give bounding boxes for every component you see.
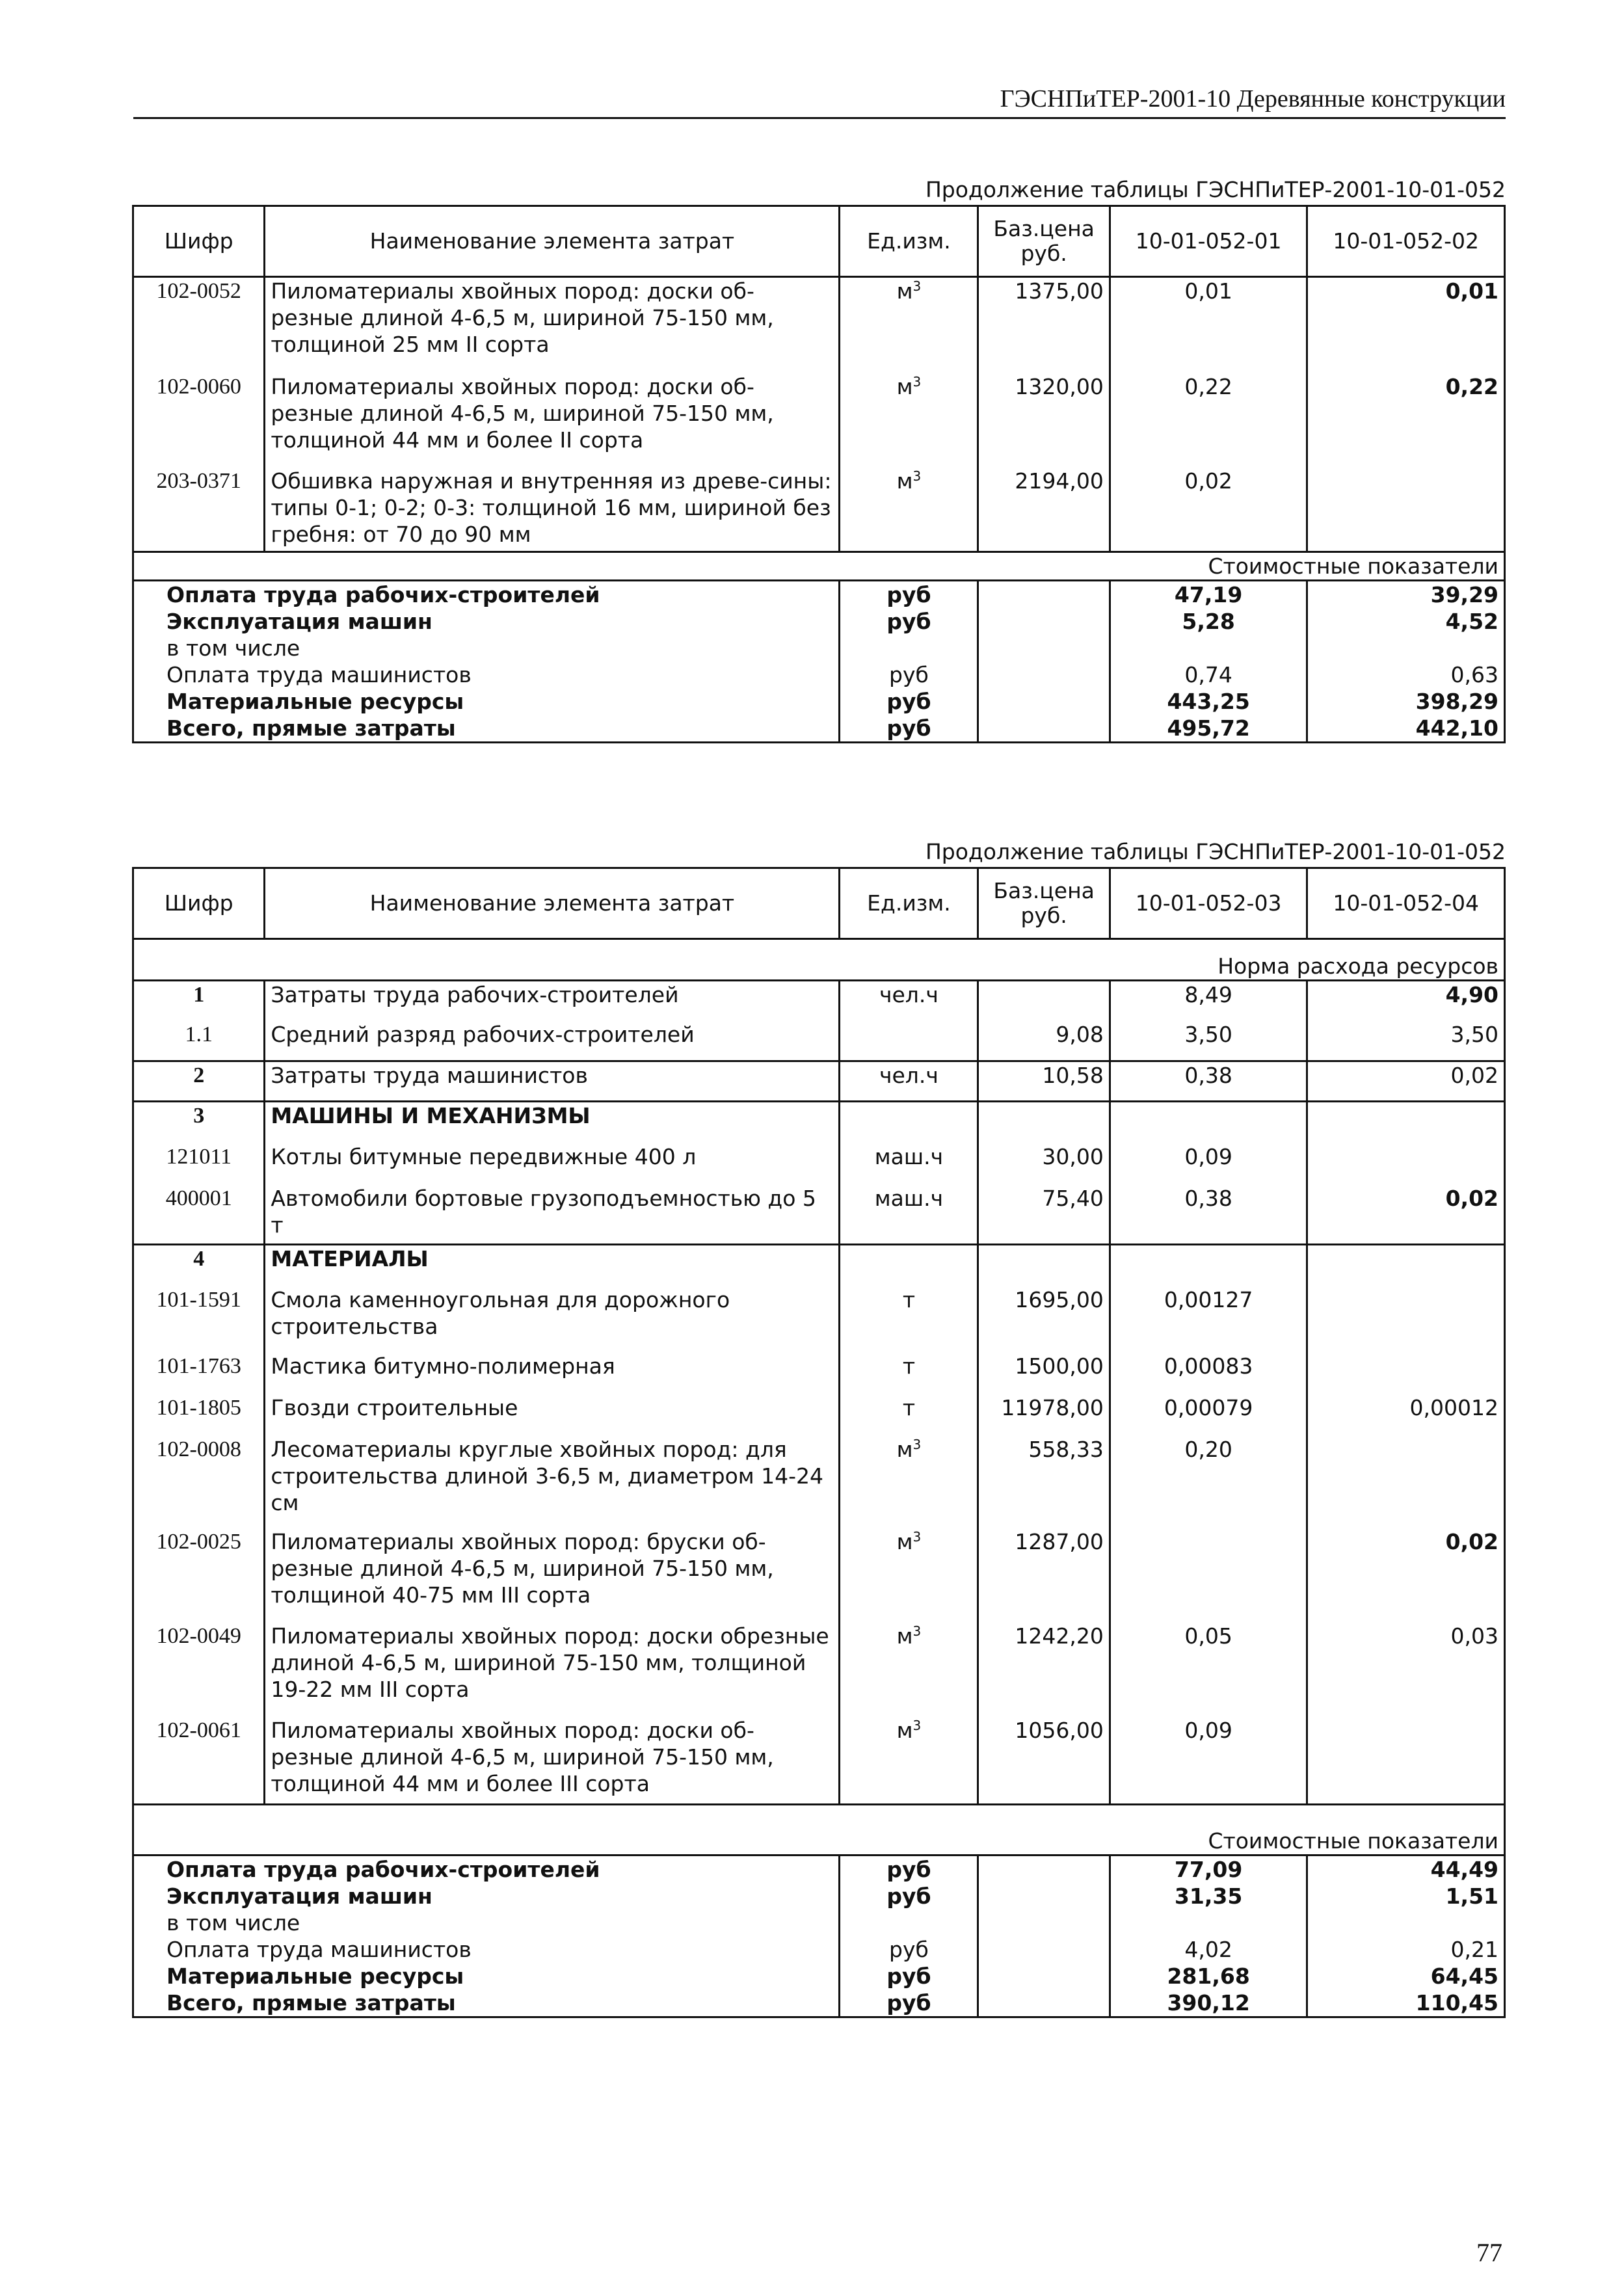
cost-v1: 31,35 [1110, 1883, 1307, 1909]
cost-v2: 398,29 [1415, 689, 1498, 714]
row-unit: $м^3$ [840, 468, 978, 552]
row-code: 1 [133, 981, 265, 1021]
row-unit: $м^3$ [840, 277, 978, 373]
row-v2 [1307, 1102, 1505, 1143]
row-v1 [1110, 1245, 1307, 1286]
row-name: Средний разряд рабочих-строителей [265, 1021, 840, 1061]
cost-row [133, 1936, 1505, 1963]
row-price: 1695,00 [978, 1286, 1110, 1353]
cost-unit: руб [840, 661, 978, 688]
row-code: 102-0052 [133, 277, 265, 373]
row-price: 2194,00 [978, 468, 1110, 552]
row-name: Лесоматериалы круглые хвойных пород: для строительства длиной 3-6,5 м, диаметром 14-24 см [265, 1436, 840, 1528]
cost-row [133, 688, 1505, 715]
table-row [133, 468, 1505, 552]
row-code: 3 [133, 1102, 265, 1143]
table-row [133, 1245, 1505, 1286]
row-code: 400001 [133, 1185, 265, 1245]
row-price: 1320,00 [978, 373, 1110, 468]
cost-v2: 64,45 [1430, 1963, 1498, 1989]
table-1 [132, 205, 1506, 743]
row-name: Смола каменноугольная для дорожного строительства [265, 1286, 840, 1353]
row-unit: $м^3$ [840, 373, 978, 468]
cost-header: Стоимостные показатели [133, 552, 1505, 581]
row-name: Гвозди строительные [265, 1394, 840, 1436]
cost-row [133, 1963, 1505, 1989]
cost-price [978, 1883, 1110, 1909]
cost-unit: руб [840, 1989, 978, 2017]
cost-label: в том числе [133, 1909, 840, 1936]
cost-unit: руб [840, 688, 978, 715]
row-v2 [1307, 1245, 1505, 1286]
cost-label: в том числе [133, 635, 840, 661]
row-name: Пиломатериалы хвойных пород: доски об-резные длиной 4-6,5 м, шириной 75-150 мм, толщиной 44 мм и более II сорта [265, 373, 840, 468]
table-row [133, 1528, 1505, 1623]
row-v1: 3,50 [1110, 1021, 1307, 1061]
cost-unit [840, 1909, 978, 1936]
row-code: 102-0025 [133, 1528, 265, 1623]
row-v1: 8,49 [1110, 981, 1307, 1021]
cost-price [978, 1936, 1110, 1963]
cost-row [133, 608, 1505, 635]
row-v2: 0,02 [1307, 1061, 1505, 1102]
row-price: 1056,00 [978, 1717, 1110, 1805]
row-v1: 0,05 [1110, 1623, 1307, 1717]
cost-v2: 0,63 [1450, 662, 1498, 687]
cost-label: Всего, прямые затраты [133, 715, 840, 743]
cost-row [133, 1883, 1505, 1909]
table-row [133, 1394, 1505, 1436]
row-price: 1287,00 [978, 1528, 1110, 1623]
row-price: 1500,00 [978, 1353, 1110, 1394]
col-header-v1: 10-01-052-03 [1110, 868, 1307, 939]
cost-price [978, 688, 1110, 715]
row-unit: $м^3$ [840, 1717, 978, 1805]
row-v1: 0,38 [1110, 1061, 1307, 1102]
cost-v2: 4,52 [1445, 609, 1498, 634]
row-name: Пиломатериалы хвойных пород: бруски об-резные длиной 4-6,5 м, шириной 75-150 мм, толщиной 40-75 мм III сорта [265, 1528, 840, 1623]
cost-price [978, 1856, 1110, 1883]
col-header-code: Шифр [133, 206, 265, 277]
row-v1: 0,00127 [1110, 1286, 1307, 1353]
row-v2 [1307, 1353, 1505, 1394]
cost-price [978, 608, 1110, 635]
row-code: 2 [133, 1061, 265, 1102]
cost-label: Материальные ресурсы [133, 688, 840, 715]
row-name: Пиломатериалы хвойных пород: доски об-резные длиной 4-6,5 м, шириной 75-150 мм, толщиной 25 мм II сорта [265, 277, 840, 373]
cost-v1: 0,74 [1110, 661, 1307, 688]
table-row [133, 1286, 1505, 1353]
row-name: Пиломатериалы хвойных пород: доски об-резные длиной 4-6,5 м, шириной 75-150 мм, толщиной 44 мм и более III сорта [265, 1717, 840, 1805]
cost-v2: 0,21 [1450, 1937, 1498, 1962]
cost-price [978, 661, 1110, 688]
cost-price [978, 1963, 1110, 1989]
cost-v1: 281,68 [1110, 1963, 1307, 1989]
row-unit [840, 1021, 978, 1061]
page-header-title: ГЭСНПиТЕР-2001-10 Деревянные конструкции [1000, 85, 1506, 113]
table-row [133, 1623, 1505, 1717]
section-title: МАШИНЫ И МЕХАНИЗМЫ [265, 1102, 840, 1143]
row-v2: 4,90 [1445, 982, 1498, 1007]
row-code: 1.1 [133, 1021, 265, 1061]
cost-label: Оплата труда рабочих-строителей [133, 581, 840, 609]
cost-unit: руб [840, 608, 978, 635]
row-v1: 0,01 [1110, 277, 1307, 373]
row-unit [840, 1245, 978, 1286]
row-unit: чел.ч [840, 981, 978, 1021]
cost-v1: 5,28 [1110, 608, 1307, 635]
cost-label: Эксплуатация машин [133, 1883, 840, 1909]
row-price: 9,08 [978, 1021, 1110, 1061]
row-v1: 0,20 [1110, 1436, 1307, 1528]
cost-unit: руб [840, 715, 978, 743]
cost-v2: 442,10 [1415, 715, 1498, 741]
cost-v1 [1110, 1909, 1307, 1936]
row-v2: 0,02 [1445, 1185, 1498, 1211]
cost-label: Оплата труда машинистов [133, 661, 840, 688]
cost-v1: 4,02 [1110, 1936, 1307, 1963]
norm-header: Норма расхода ресурсов [133, 939, 1505, 981]
row-v2: 0,01 [1445, 278, 1498, 304]
col-header-name: Наименование элемента затрат [265, 868, 840, 939]
row-v2: 0,03 [1450, 1623, 1498, 1649]
col-header-name: Наименование элемента затрат [265, 206, 840, 277]
col-header-unit: Ед.изм. [840, 206, 978, 277]
cost-v1: 47,19 [1110, 581, 1307, 609]
table-row [133, 1436, 1505, 1528]
table2-caption: Продолжение таблицы ГЭСНПиТЕР-2001-10-01-052 [925, 839, 1506, 864]
row-code: 102-0008 [133, 1436, 265, 1528]
cost-row [133, 635, 1505, 661]
row-v1: 0,09 [1110, 1143, 1307, 1185]
col-header-v2: 10-01-052-04 [1307, 868, 1505, 939]
table2-header-row [133, 868, 1505, 939]
row-price [978, 1245, 1110, 1286]
norm-header-row [133, 939, 1505, 981]
table-row [133, 1021, 1505, 1061]
row-code: 101-1591 [133, 1286, 265, 1353]
row-v2 [1307, 468, 1505, 552]
row-price: 1242,20 [978, 1623, 1110, 1717]
cost-unit: руб [840, 581, 978, 609]
cost-price [978, 1989, 1110, 2017]
row-unit: т [840, 1286, 978, 1353]
row-code: 102-0049 [133, 1623, 265, 1717]
row-unit: $м^3$ [840, 1528, 978, 1623]
row-v1: 0,22 [1110, 373, 1307, 468]
row-v2 [1307, 1717, 1505, 1805]
cost-v1: 443,25 [1110, 688, 1307, 715]
cost-unit: руб [840, 1936, 978, 1963]
row-unit: $м^3$ [840, 1623, 978, 1717]
row-unit: т [840, 1394, 978, 1436]
row-price [978, 1102, 1110, 1143]
row-v1: 0,02 [1110, 468, 1307, 552]
cost-v1: 495,72 [1110, 715, 1307, 743]
row-code: 121011 [133, 1143, 265, 1185]
cost-unit: руб [840, 1883, 978, 1909]
col-header-price: Баз.цена руб. [978, 868, 1110, 939]
cost-row [133, 715, 1505, 743]
table-row [133, 373, 1505, 468]
row-v2 [1307, 1286, 1505, 1353]
page-header [133, 83, 1506, 119]
cost-row [133, 1989, 1505, 2017]
row-name: Котлы битумные передвижные 400 л [265, 1143, 840, 1185]
row-unit: чел.ч [840, 1061, 978, 1102]
row-v1: 0,09 [1110, 1717, 1307, 1805]
row-name: Обшивка наружная и внутренняя из древе-сины: типы 0-1; 0-2; 0-3: толщиной 16 мм, шириной без гребня: от 70 до 90 мм [265, 468, 840, 552]
row-v2: 0,22 [1445, 373, 1498, 399]
row-price: 75,40 [978, 1185, 1110, 1245]
table1-header-row [133, 206, 1505, 277]
table-row [133, 981, 1505, 1021]
row-price: 1375,00 [978, 277, 1110, 373]
col-header-v2: 10-01-052-02 [1307, 206, 1505, 277]
cost-v1 [1110, 635, 1307, 661]
cost-unit: руб [840, 1856, 978, 1883]
row-code: 4 [133, 1245, 265, 1286]
table-row [133, 1102, 1505, 1143]
row-v2 [1307, 1143, 1505, 1185]
cost-label: Оплата труда рабочих-строителей [133, 1856, 840, 1883]
cost-row [133, 1909, 1505, 1936]
row-v2: 0,02 [1445, 1528, 1498, 1554]
cost-price [978, 715, 1110, 743]
cost-header: Стоимостные показатели [133, 1805, 1505, 1856]
col-header-v1: 10-01-052-01 [1110, 206, 1307, 277]
row-price: 11978,00 [978, 1394, 1110, 1436]
row-unit [840, 1102, 978, 1143]
row-code: 101-1763 [133, 1353, 265, 1394]
cost-header-row [133, 552, 1505, 581]
cost-v1: 390,12 [1110, 1989, 1307, 2017]
row-code: 102-0061 [133, 1717, 265, 1805]
row-v1: 0,00083 [1110, 1353, 1307, 1394]
row-v2: 3,50 [1450, 1021, 1498, 1047]
table-row [133, 1143, 1505, 1185]
row-code: 101-1805 [133, 1394, 265, 1436]
cost-v2 [1307, 1909, 1505, 1936]
cost-price [978, 581, 1110, 609]
col-header-price: Баз.цена руб. [978, 206, 1110, 277]
row-name: Мастика битумно-полимерная [265, 1353, 840, 1394]
cost-price [978, 635, 1110, 661]
row-v1: 0,00079 [1110, 1394, 1307, 1436]
cost-header-row [133, 1805, 1505, 1856]
cost-row [133, 661, 1505, 688]
table-row [133, 1353, 1505, 1394]
cost-label: Всего, прямые затраты [133, 1989, 840, 2017]
cost-price [978, 1909, 1110, 1936]
row-name: Автомобили бортовые грузоподъемностью до 5 т [265, 1185, 840, 1245]
row-v1: 0,38 [1110, 1185, 1307, 1245]
row-name: Затраты труда машинистов [265, 1061, 840, 1102]
col-header-unit: Ед.изм. [840, 868, 978, 939]
row-v1 [1110, 1102, 1307, 1143]
cost-v1: 77,09 [1110, 1856, 1307, 1883]
row-price: 10,58 [978, 1061, 1110, 1102]
row-v2 [1307, 1436, 1505, 1528]
row-code: 102-0060 [133, 373, 265, 468]
cost-label: Оплата труда машинистов [133, 1936, 840, 1963]
cost-label: Материальные ресурсы [133, 1963, 840, 1989]
table1-caption: Продолжение таблицы ГЭСНПиТЕР-2001-10-01-052 [925, 177, 1506, 202]
col-header-code: Шифр [133, 868, 265, 939]
cost-v2: 44,49 [1430, 1857, 1498, 1882]
table-row [133, 1717, 1505, 1805]
cost-v2: 110,45 [1415, 1990, 1498, 2015]
row-v1 [1110, 1528, 1307, 1623]
cost-unit: руб [840, 1963, 978, 1989]
cost-unit [840, 635, 978, 661]
cost-row [133, 1856, 1505, 1883]
row-price: 558,33 [978, 1436, 1110, 1528]
cost-label: Эксплуатация машин [133, 608, 840, 635]
table-2 [132, 867, 1506, 2018]
cost-v2: 39,29 [1430, 582, 1498, 607]
row-unit: т [840, 1353, 978, 1394]
row-v2: 0,00012 [1409, 1394, 1498, 1420]
table-row [133, 1185, 1505, 1245]
row-name: Затраты труда рабочих-строителей [265, 981, 840, 1021]
row-unit: маш.ч [840, 1185, 978, 1245]
cost-v2: 1,51 [1445, 1883, 1498, 1909]
row-price: 30,00 [978, 1143, 1110, 1185]
row-unit: маш.ч [840, 1143, 978, 1185]
page-number: 77 [1476, 2238, 1502, 2267]
row-code: 203-0371 [133, 468, 265, 552]
row-price [978, 981, 1110, 1021]
table-row [133, 277, 1505, 373]
cost-v2 [1307, 635, 1505, 661]
section-title: МАТЕРИАЛЫ [265, 1245, 840, 1286]
cost-row [133, 581, 1505, 609]
table-row [133, 1061, 1505, 1102]
row-unit: $м^3$ [840, 1436, 978, 1528]
row-name: Пиломатериалы хвойных пород: доски обрезные длиной 4-6,5 м, шириной 75-150 мм, толщиной 19-22 мм III сорта [265, 1623, 840, 1717]
